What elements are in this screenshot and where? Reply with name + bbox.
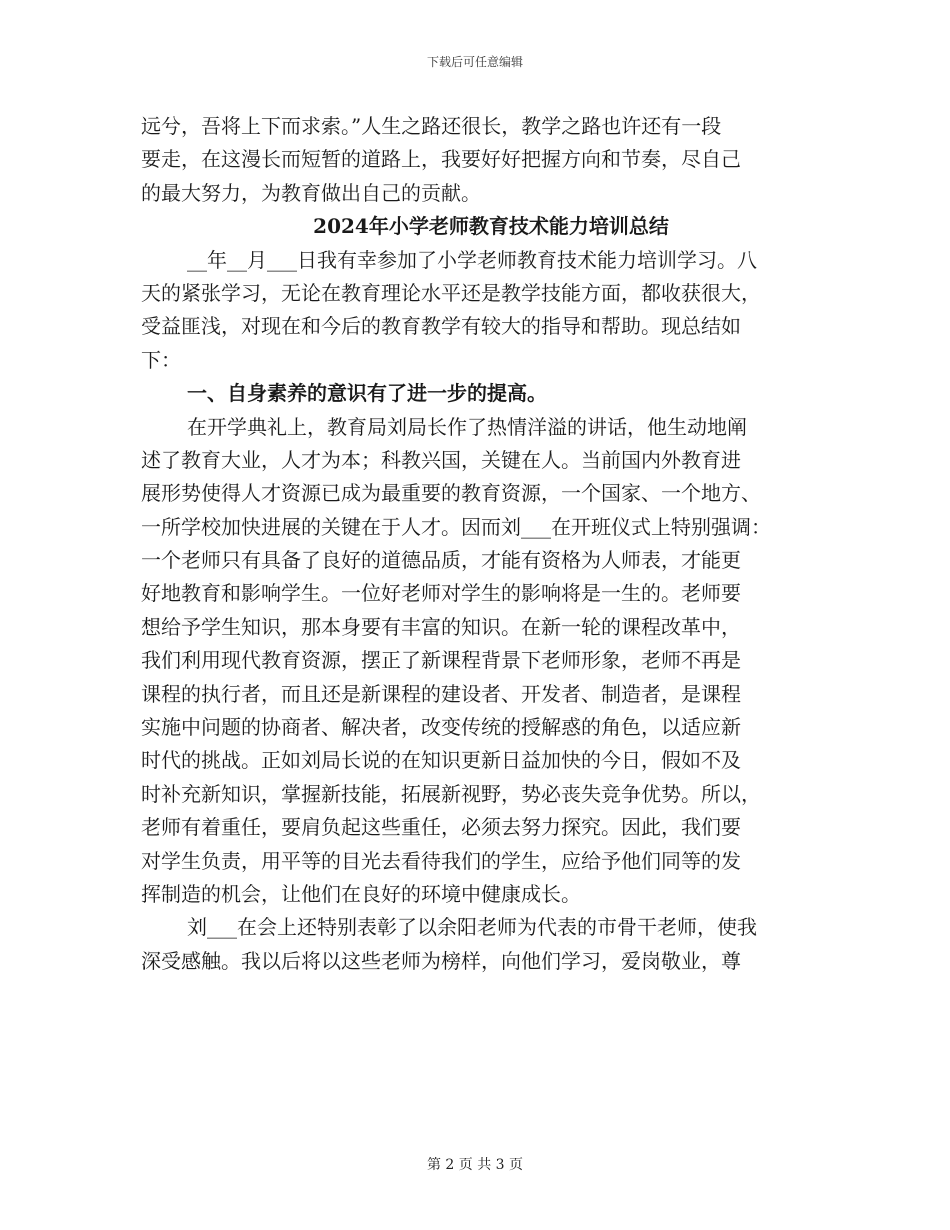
body-line: 实施中问题的协商者、解决者，改变传统的授解惑的角色，以适应新 [141, 715, 741, 740]
body-line: 展形势使得人才资源已成为最重要的教育资源，一个国家、一个地方、 [141, 481, 761, 506]
body-line: 下： [141, 347, 181, 372]
body-line: __年__月___日我有幸参加了小学老师教育技术能力培训学习。八 [187, 247, 757, 272]
body-line: 挥制造的机会，让他们在良好的环境中健康成长。 [141, 881, 581, 906]
body-line: 时代的挑战。正如刘局长说的在知识更新日益加快的今日，假如不及 [141, 748, 741, 773]
body-line: 对学生负责，用平等的目光去看待我们的学生，应给予他们同等的发 [141, 848, 741, 873]
section-heading: 一、自身素养的意识有了进一步的提高。 [187, 381, 547, 406]
body-line: 受益匪浅，对现在和今后的教育教学有较大的指导和帮助。现总结如 [141, 314, 741, 339]
body-line: 时补充新知识，掌握新技能，拓展新视野，势必丧失竞争优势。所以， [141, 781, 761, 806]
body-line: 刘___在会上还特别表彰了以余阳老师为代表的市骨干老师，使我 [187, 915, 757, 940]
body-line: 在开学典礼上，教育局刘局长作了热情洋溢的讲话，他生动地阐 [187, 414, 747, 439]
body-line: 述了教育大业，人才为本；科教兴国，关键在人。当前国内外教育进 [141, 447, 741, 472]
body-line: 好地教育和影响学生。一位好老师对学生的影响将是一生的。老师要 [141, 581, 741, 606]
body-line: 远兮，吾将上下而求索。”人生之路还很长，教学之路也许还有一段 [141, 114, 722, 138]
body-line: 一个老师只有具备了良好的道德品质，才能有资格为人师表，才能更 [141, 548, 741, 573]
page-number: 第 2 页 共 3 页 [426, 1157, 524, 1173]
body-line: 的最大努力，为教育做出自己的贡献。 [141, 180, 481, 205]
document-body [141, 110, 811, 978]
page-header-note: 下载后可任意编辑 [426, 55, 523, 69]
body-line: 课程的执行者，而且还是新课程的建设者、开发者、制造者，是课程 [141, 681, 741, 706]
body-line: 我们利用现代教育资源，摆正了新课程背景下老师形象，老师不再是 [141, 648, 741, 673]
body-line: 想给予学生知识，那本身要有丰富的知识。在新一轮的课程改革中， [141, 614, 741, 639]
body-line: 天的紧张学习，无论在教育理论水平还是教学技能方面，都收获很大， [141, 280, 761, 305]
body-line: 一所学校加快进展的关键在于人才。因而刘___在开班仪式上特别强调： [141, 514, 771, 539]
body-line: 深受感触。我以后将以这些老师为榜样，向他们学习，爱岗敬业，尊 [141, 948, 741, 973]
document-title: 2024年小学老师教育技术能力培训总结 [313, 214, 669, 239]
body-line: 要走，在这漫长而短暂的道路上，我要好好把握方向和节奏，尽自己 [141, 147, 741, 172]
body-line: 老师有着重任，要肩负起这些重任，必须去努力探究。因此，我们要 [141, 815, 741, 840]
